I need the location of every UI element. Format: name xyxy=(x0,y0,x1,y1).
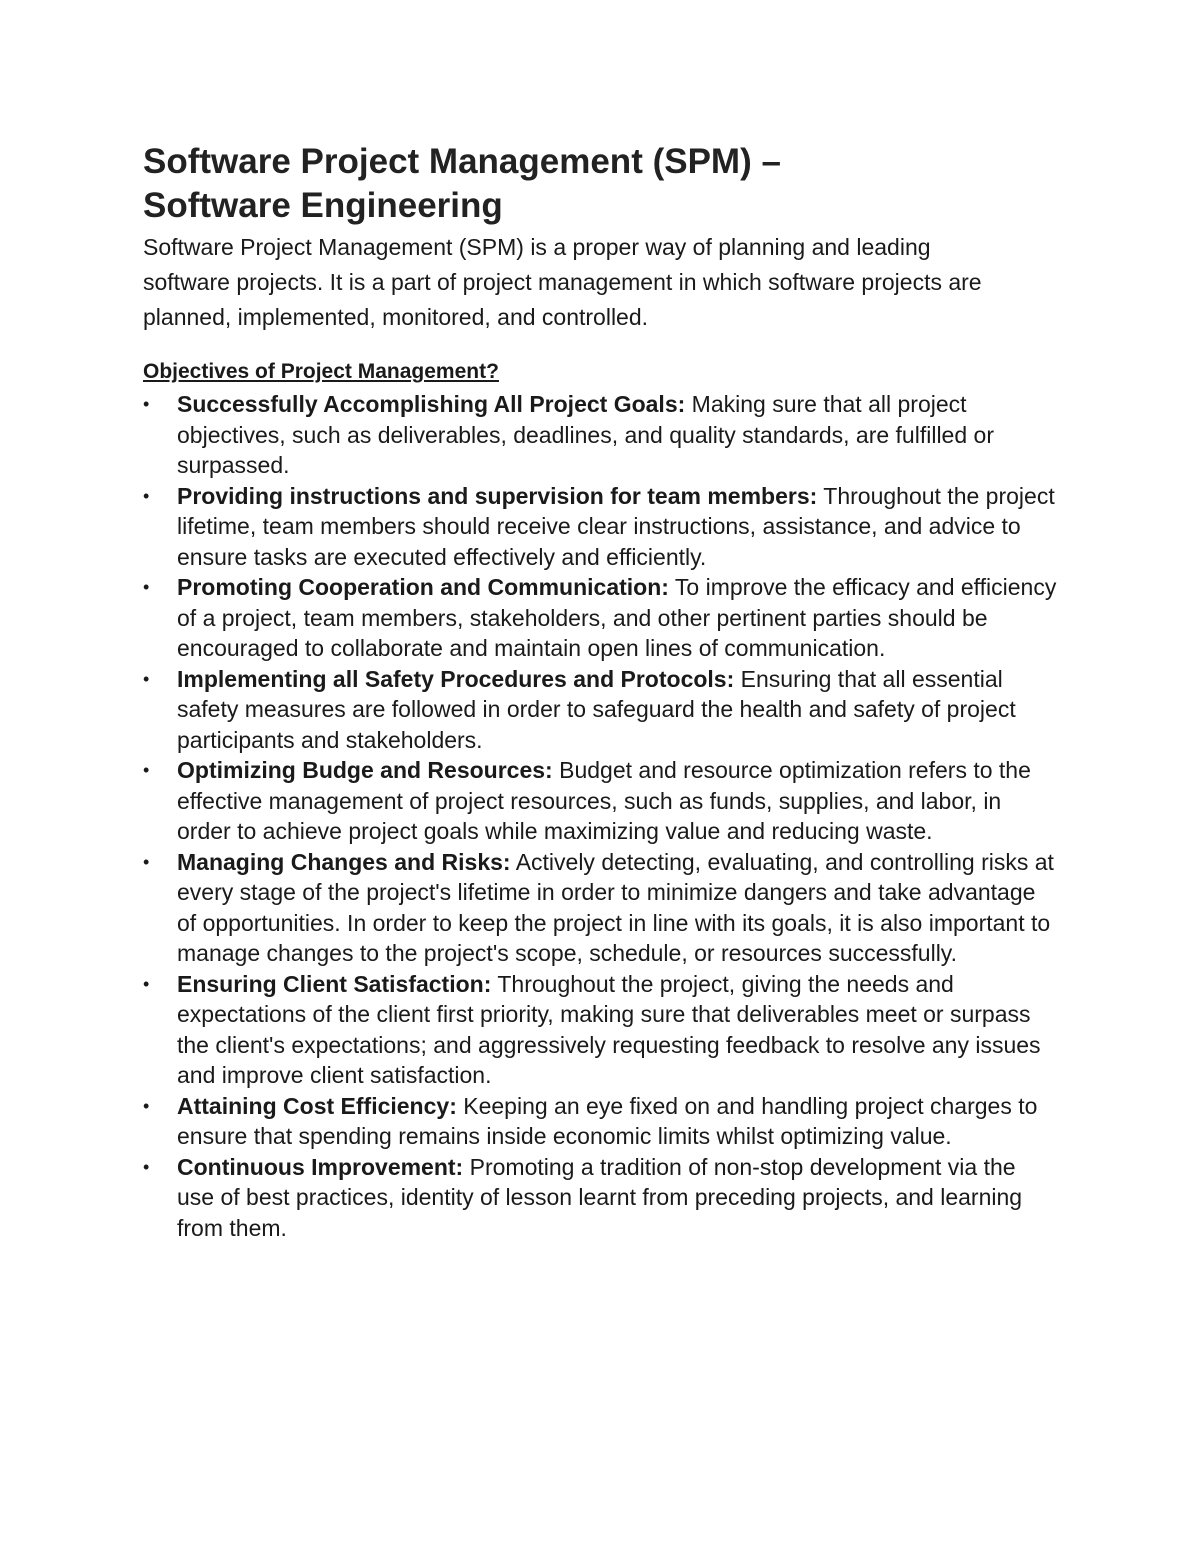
objective-text: Throughout the project, giving the needs and expectations of the client first priority, making sure that deliverables meet or surpass the client's expectations; and aggressively requesting feedback to resolve any issues and improve client satisfaction. xyxy=(177,970,1041,1088)
list-item xyxy=(143,664,1057,756)
objective-text: Throughout the project lifetime, team members should receive clear instructions, assistance, and advice to ensure tasks are executed effectively and efficiently. xyxy=(177,482,1055,570)
intro-paragraph: Software Project Management (SPM) is a proper way of planning and leading software projects. It is a part of project management in which software projects are planned, implemented, monitored, and controlled. xyxy=(143,234,982,330)
objective-text: Budget and resource optimization refers to the effective management of project resources, such as funds, supplies, and labor, in order to achieve project goals while maximizing value and reducing waste. xyxy=(177,757,1031,844)
list-item xyxy=(143,969,1057,1091)
bullet-icon: • xyxy=(143,760,150,780)
list-item xyxy=(143,389,1057,481)
bullet-icon: • xyxy=(143,973,150,994)
objective-label: Implementing all Safety Procedures and Protocols: xyxy=(177,665,735,692)
bullet-icon: • xyxy=(143,1156,150,1177)
objective-text: Ensuring that all essential safety measures are followed in order to safeguard the health and safety of project participants and stakeholders. xyxy=(177,665,1016,753)
list-item xyxy=(143,481,1057,573)
bullet-icon: • xyxy=(143,485,150,506)
bullet-icon: • xyxy=(143,851,150,872)
objective-label: Continuous Improvement: xyxy=(177,1153,464,1180)
list-item xyxy=(143,572,1057,664)
list-item xyxy=(143,1152,1057,1244)
document-page xyxy=(143,140,1073,1243)
title-line-2: Software Engineering xyxy=(143,186,503,225)
objective-text: Promoting a tradition of non-stop development via the use of best practices, identity of lesson learnt from preceding projects, and learning from them. xyxy=(177,1153,1023,1241)
objective-label: Attaining Cost Efficiency: xyxy=(177,1092,457,1119)
list-item xyxy=(143,847,1057,969)
objective-label: Managing Changes and Risks: xyxy=(177,848,511,875)
objective-text: Keeping an eye fixed on and handling project charges to ensure that spending remains inside economic limits whilst optimizing value. xyxy=(177,1092,1038,1149)
bullet-icon: • xyxy=(143,1095,150,1116)
bullet-icon: • xyxy=(143,577,150,597)
objective-text: To improve the efficacy and efficiency of a project, team members, stakeholders, and other pertinent parties should be encouraged to collaborate and maintain open lines of communication. xyxy=(177,574,1057,661)
bullet-icon: • xyxy=(143,668,150,689)
page-title xyxy=(143,140,1073,228)
objectives-list xyxy=(143,389,1073,1243)
objective-text: Actively detecting, evaluating, and controlling risks at every stage of the project's lifetime in order to minimize dangers and take advantage of opportunities. In order to keep the project in line with its goals, it is also important to manage changes to the project's scope, schedule, or resources successfully. xyxy=(177,848,1054,966)
objective-label: Ensuring Client Satisfaction: xyxy=(177,970,492,997)
list-item xyxy=(143,755,1057,847)
objectives-heading: Objectives of Project Management? xyxy=(143,360,499,383)
objective-label: Optimizing Budge and Resources: xyxy=(177,757,553,783)
list-item xyxy=(143,1091,1057,1152)
title-line-1: Software Project Management (SPM) – xyxy=(143,142,781,181)
objective-text: Making sure that all project objectives, such as deliverables, deadlines, and quality standards, are fulfilled or surpassed. xyxy=(177,391,994,478)
objective-label: Promoting Cooperation and Communication: xyxy=(177,574,669,600)
bullet-icon: • xyxy=(143,394,150,414)
objective-label: Providing instructions and supervision for team members: xyxy=(177,482,818,509)
objective-label: Successfully Accomplishing All Project Goals: xyxy=(177,391,686,417)
